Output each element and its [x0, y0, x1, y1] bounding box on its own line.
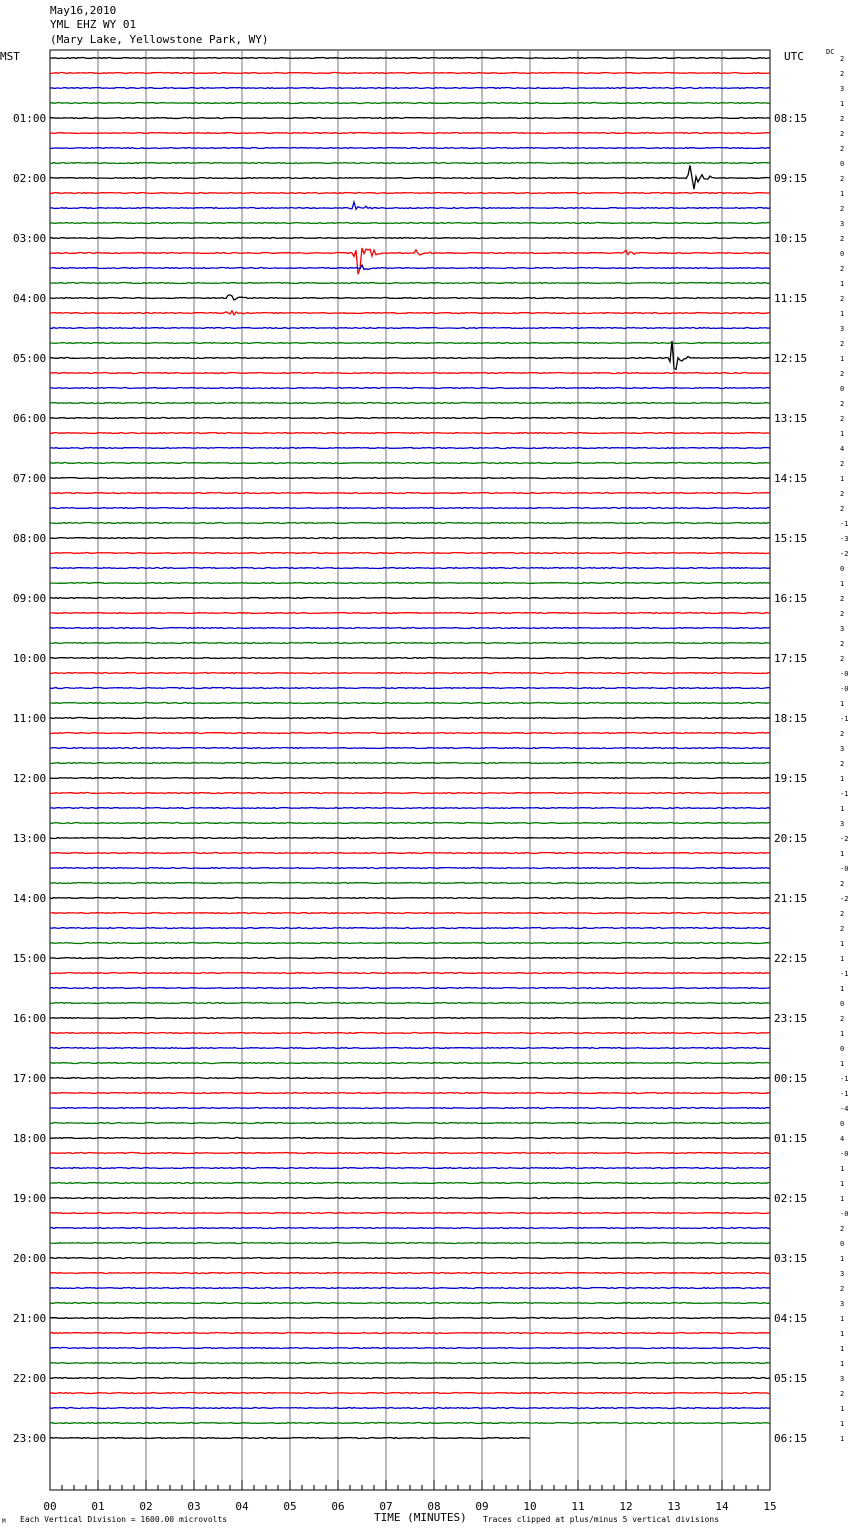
- seismogram-trace: [50, 103, 770, 104]
- dc-offset-label: 1: [840, 775, 845, 783]
- dc-offset-label: 4: [840, 1135, 845, 1143]
- dc-offset-label: 4: [840, 445, 845, 453]
- seismogram-trace: [50, 238, 770, 239]
- dc-offset-label: 1: [840, 100, 845, 108]
- utc-hour-label: 10:15: [774, 232, 808, 245]
- dc-offset-label: 2: [840, 130, 845, 138]
- clip-note: Traces clipped at plus/minus 5 vertical divisions: [483, 1515, 720, 1524]
- mst-hour-label: 16:00: [13, 1012, 47, 1025]
- mst-hour-label: 05:00: [13, 352, 47, 365]
- seismogram-trace: [50, 373, 770, 374]
- dc-offset-label: 2: [840, 400, 845, 408]
- seismogram-trace: [50, 311, 770, 315]
- dc-offset-label: 1: [840, 700, 845, 708]
- utc-hour-label: 01:15: [774, 1132, 808, 1145]
- seismogram-trace: [50, 868, 770, 869]
- dc-offset-label: 2: [840, 340, 845, 348]
- seismogram-trace: [50, 1063, 770, 1064]
- seismogram-trace: [50, 1393, 770, 1394]
- seismogram-trace: [50, 838, 770, 839]
- dc-offset-label: 1: [840, 1180, 845, 1188]
- location-label: (Mary Lake, Yellowstone Park, WY): [50, 33, 269, 46]
- seismogram-trace: [50, 1273, 770, 1274]
- seismogram-trace: [50, 958, 770, 959]
- seismogram-trace: [50, 448, 770, 449]
- dc-offset-label: 1: [840, 1315, 845, 1323]
- mst-hour-label: 09:00: [13, 592, 47, 605]
- dc-offset-label: -0: [840, 1150, 849, 1158]
- seismogram-trace: [50, 1183, 770, 1184]
- mst-hour-label: 10:00: [13, 652, 47, 665]
- utc-hour-label: 11:15: [774, 292, 808, 305]
- seismogram-trace: [50, 688, 770, 689]
- x-tick-label: 08: [427, 1500, 441, 1513]
- dc-offset-label: -2: [840, 550, 849, 558]
- seismogram-trace: [50, 1423, 770, 1424]
- dc-offset-label: 1: [840, 475, 845, 483]
- dc-offset-label: 1: [840, 355, 845, 363]
- mst-hour-label: 17:00: [13, 1072, 47, 1085]
- mst-hour-label: 15:00: [13, 952, 47, 965]
- seismogram-trace: [50, 1228, 770, 1229]
- mst-hour-label: 11:00: [13, 712, 47, 725]
- mst-hour-label: 20:00: [13, 1252, 47, 1265]
- dc-offset-label: 3: [840, 625, 845, 633]
- x-tick-label: 03: [187, 1500, 201, 1513]
- mst-hour-label: 22:00: [13, 1372, 47, 1385]
- mst-hour-label: 21:00: [13, 1312, 47, 1325]
- dc-offset-label: 3: [840, 1375, 845, 1383]
- seismogram-trace: [50, 643, 770, 644]
- dc-offset-label: 3: [840, 745, 845, 753]
- mst-hour-label: 02:00: [13, 172, 47, 185]
- dc-offset-label: 0: [840, 1120, 845, 1128]
- seismogram-trace: [50, 1213, 770, 1214]
- mst-hour-label: 06:00: [13, 412, 47, 425]
- seismogram-trace: [50, 508, 770, 509]
- mst-hour-label: 03:00: [13, 232, 47, 245]
- dc-offset-label: 3: [840, 85, 845, 93]
- dc-offset-label: 0: [840, 1045, 845, 1053]
- dc-offset-label: 1: [840, 1360, 845, 1368]
- dc-offset-label: 2: [840, 175, 845, 183]
- dc-offset-label: 0: [840, 385, 845, 393]
- dc-offset-label: 1: [840, 1405, 845, 1413]
- seismogram-trace: [50, 973, 770, 974]
- utc-hour-label: 19:15: [774, 772, 808, 785]
- dc-offset-label: 1: [840, 580, 845, 588]
- x-tick-label: 01: [91, 1500, 105, 1513]
- dc-offset-label: 3: [840, 220, 845, 228]
- dc-offset-label: 0: [840, 1240, 845, 1248]
- dc-offset-label: 2: [840, 880, 845, 888]
- seismogram-trace: [50, 478, 770, 479]
- dc-offset-label: 2: [840, 1225, 845, 1233]
- seismogram-trace: [50, 898, 770, 899]
- seismogram-trace: [50, 463, 770, 464]
- dc-offset-label: 2: [840, 910, 845, 918]
- dc-offset-label: -2: [840, 895, 849, 903]
- footer-mark: M: [2, 1518, 6, 1525]
- utc-hour-label: 20:15: [774, 832, 808, 845]
- seismogram-trace: [50, 808, 770, 809]
- x-axis-title: TIME (MINUTES): [374, 1511, 467, 1524]
- x-tick-label: 04: [235, 1500, 249, 1513]
- mst-hour-label: 23:00: [13, 1432, 47, 1445]
- utc-hour-label: 16:15: [774, 592, 808, 605]
- dc-offset-label: -1: [840, 790, 849, 798]
- utc-hour-label: 05:15: [774, 1372, 808, 1385]
- date-label: May16,2010: [50, 4, 117, 17]
- seismogram-trace: [50, 538, 770, 539]
- dc-offset-label: 2: [840, 595, 845, 603]
- seismogram-trace: [50, 1333, 770, 1334]
- dc-offset-label: 1: [840, 1195, 845, 1203]
- seismogram-trace: [50, 248, 770, 274]
- dc-offset-label: 3: [840, 325, 845, 333]
- utc-hour-label: 02:15: [774, 1192, 808, 1205]
- dc-offset-label: -3: [840, 535, 849, 543]
- utc-hour-label: 00:15: [774, 1072, 808, 1085]
- seismogram-trace: [50, 553, 770, 554]
- x-tick-label: 12: [619, 1500, 633, 1513]
- dc-offset-label: 2: [840, 1015, 845, 1023]
- seismogram-trace: [50, 1378, 770, 1379]
- dc-offset-label: -1: [840, 520, 849, 528]
- dc-offset-label: 2: [840, 490, 845, 498]
- x-tick-label: 09: [475, 1500, 489, 1513]
- mst-hour-label: 04:00: [13, 292, 47, 305]
- seismogram-trace: [50, 1018, 770, 1019]
- seismogram-trace: [50, 58, 770, 59]
- seismogram-trace: [50, 1168, 770, 1169]
- seismogram-trace: [50, 1108, 770, 1109]
- seismogram-trace: [50, 1363, 770, 1364]
- utc-hour-label: 21:15: [774, 892, 808, 905]
- dc-offset-label: 2: [840, 640, 845, 648]
- dc-offset-label: 2: [840, 55, 845, 63]
- utc-hour-label: 14:15: [774, 472, 808, 485]
- seismogram-trace: [50, 133, 770, 134]
- dc-offset-label: -1: [840, 970, 849, 978]
- seismogram-trace: [50, 778, 770, 779]
- seismogram-trace: [50, 163, 770, 164]
- utc-hour-label: 22:15: [774, 952, 808, 965]
- seismogram-trace: [50, 1048, 770, 1049]
- seismogram-trace: [50, 703, 770, 704]
- dc-offset-label: 2: [840, 460, 845, 468]
- mst-hour-label: 18:00: [13, 1132, 47, 1145]
- dc-offset-label: 2: [840, 1390, 845, 1398]
- mst-hour-label: 13:00: [13, 832, 47, 845]
- x-tick-label: 11: [571, 1500, 585, 1513]
- utc-hour-label: 06:15: [774, 1432, 808, 1445]
- seismogram-trace: [50, 328, 770, 329]
- seismogram-trace: [50, 148, 770, 149]
- seismogram-trace: [50, 1078, 770, 1079]
- mst-hour-label: 14:00: [13, 892, 47, 905]
- dc-offset-label: 2: [840, 760, 845, 768]
- mst-hour-label: 07:00: [13, 472, 47, 485]
- dc-offset-label: 1: [840, 1345, 845, 1353]
- dc-offset-label: 2: [840, 205, 845, 213]
- dc-offset-label: 2: [840, 610, 845, 618]
- dc-offset-label: -2: [840, 835, 849, 843]
- utc-hour-label: 03:15: [774, 1252, 808, 1265]
- dc-offset-label: 1: [840, 1255, 845, 1263]
- dc-offset-label: 2: [840, 505, 845, 513]
- dc-offset-label: -0: [840, 865, 849, 873]
- utc-hour-label: 17:15: [774, 652, 808, 665]
- seismogram-trace: [50, 853, 770, 854]
- scale-note: Each Vertical Division = 1600.00 microvolts: [20, 1515, 228, 1524]
- dc-offset-label: 1: [840, 805, 845, 813]
- dc-offset-label: 2: [840, 235, 845, 243]
- seismogram-trace: [50, 295, 770, 300]
- seismogram-trace: [50, 613, 770, 614]
- station-label: YML EHZ WY 01: [50, 18, 137, 31]
- seismogram-trace: [50, 673, 770, 674]
- seismogram-trace: [50, 388, 770, 389]
- x-tick-label: 07: [379, 1500, 393, 1513]
- dc-offset-label: 3: [840, 820, 845, 828]
- plot-frame: [50, 50, 770, 1490]
- seismogram-trace: [50, 493, 770, 494]
- dc-offset-label: 1: [840, 430, 845, 438]
- timezone-left-label: MST: [0, 50, 20, 63]
- dc-offset-label: 1: [840, 1435, 845, 1443]
- seismogram-trace: [50, 1408, 770, 1409]
- seismogram-trace: [50, 73, 770, 74]
- utc-hour-label: 13:15: [774, 412, 808, 425]
- seismogram-trace: [50, 1243, 770, 1244]
- seismogram-trace: [50, 1003, 770, 1004]
- x-tick-label: 13: [667, 1500, 681, 1513]
- dc-offset-label: 2: [840, 145, 845, 153]
- seismogram-trace: [50, 1303, 770, 1304]
- dc-offset-label: 2: [840, 115, 845, 123]
- seismogram-trace: [50, 193, 770, 194]
- seismogram-trace: [50, 823, 770, 824]
- mst-hour-label: 19:00: [13, 1192, 47, 1205]
- dc-offset-label: 0: [840, 250, 845, 258]
- utc-hour-label: 09:15: [774, 172, 808, 185]
- dc-offset-label: 0: [840, 565, 845, 573]
- dc-offset-label: 2: [840, 70, 845, 78]
- seismogram-trace: [50, 733, 770, 734]
- seismogram-trace: [50, 793, 770, 794]
- seismogram-trace: [50, 1288, 770, 1289]
- utc-hour-label: 12:15: [774, 352, 808, 365]
- dc-offset-label: 1: [840, 1060, 845, 1068]
- x-tick-label: 06: [331, 1500, 345, 1513]
- dc-offset-label: 1: [840, 1330, 845, 1338]
- seismogram-trace: [50, 1438, 530, 1439]
- dc-offset-label: 0: [840, 160, 845, 168]
- dc-offset-label: 2: [840, 730, 845, 738]
- dc-offset-label: 1: [840, 280, 845, 288]
- dc-offset-label: 1: [840, 310, 845, 318]
- seismogram-trace: [50, 568, 770, 569]
- x-tick-label: 10: [523, 1500, 537, 1513]
- seismogram-trace: [50, 223, 770, 224]
- timezone-right-label: UTC: [784, 50, 804, 63]
- dc-column-header: DC: [826, 48, 835, 56]
- dc-offset-label: 1: [840, 940, 845, 948]
- dc-offset-label: -1: [840, 1075, 849, 1083]
- dc-offset-label: 3: [840, 1270, 845, 1278]
- seismogram-trace: [50, 1123, 770, 1124]
- dc-offset-label: 2: [840, 370, 845, 378]
- seismogram-trace: [50, 598, 770, 599]
- dc-offset-label: 1: [840, 1030, 845, 1038]
- mst-hour-label: 12:00: [13, 772, 47, 785]
- seismogram-trace: [50, 628, 770, 629]
- dc-offset-label: 2: [840, 295, 845, 303]
- x-tick-label: 15: [763, 1500, 777, 1513]
- seismogram-trace: [50, 433, 770, 434]
- seismogram-trace: [50, 763, 770, 764]
- x-tick-label: 05: [283, 1500, 297, 1513]
- seismogram-trace: [50, 343, 770, 344]
- dc-offset-label: 2: [840, 925, 845, 933]
- seismogram-trace: [50, 1153, 770, 1154]
- dc-offset-label: 1: [840, 985, 845, 993]
- seismogram-trace: [50, 1033, 770, 1034]
- utc-hour-label: 04:15: [774, 1312, 808, 1325]
- seismogram-trace: [50, 913, 770, 914]
- dc-offset-label: 1: [840, 190, 845, 198]
- seismogram-trace: [50, 928, 770, 929]
- seismogram-trace: [50, 1258, 770, 1259]
- seismogram-trace: [50, 1138, 770, 1139]
- seismogram-trace: [50, 718, 770, 719]
- mst-hour-label: 01:00: [13, 112, 47, 125]
- dc-offset-label: 2: [840, 655, 845, 663]
- dc-offset-label: -1: [840, 715, 849, 723]
- seismogram-trace: [50, 283, 770, 284]
- utc-hour-label: 23:15: [774, 1012, 808, 1025]
- dc-offset-label: 1: [840, 850, 845, 858]
- seismogram-trace: [50, 118, 770, 119]
- seismogram-trace: [50, 88, 770, 89]
- seismogram-trace: [50, 583, 770, 584]
- dc-offset-label: -0: [840, 685, 849, 693]
- seismogram-trace: [50, 748, 770, 749]
- seismogram-trace: [50, 988, 770, 989]
- dc-offset-label: -4: [840, 1105, 849, 1113]
- mst-hour-label: 08:00: [13, 532, 47, 545]
- dc-offset-label: 1: [840, 1165, 845, 1173]
- utc-hour-label: 18:15: [774, 712, 808, 725]
- seismogram-trace: [50, 403, 770, 404]
- x-tick-label: 00: [43, 1500, 57, 1513]
- seismogram-trace: [50, 883, 770, 884]
- seismogram-trace: [50, 1093, 770, 1094]
- x-tick-label: 02: [139, 1500, 153, 1513]
- seismogram-trace: [50, 165, 770, 189]
- dc-offset-label: 0: [840, 1000, 845, 1008]
- dc-offset-label: -1: [840, 1090, 849, 1098]
- seismogram-trace: [50, 418, 770, 419]
- seismogram-trace: [50, 1198, 770, 1199]
- utc-hour-label: 15:15: [774, 532, 808, 545]
- dc-offset-label: 2: [840, 1285, 845, 1293]
- seismogram-trace: [50, 341, 770, 369]
- x-tick-label: 14: [715, 1500, 729, 1513]
- dc-offset-label: 1: [840, 1420, 845, 1428]
- dc-offset-label: 1: [840, 955, 845, 963]
- seismogram-trace: [50, 202, 770, 209]
- dc-offset-label: -0: [840, 1210, 849, 1218]
- seismogram-trace: [50, 523, 770, 524]
- dc-offset-label: 2: [840, 415, 845, 423]
- seismogram-trace: [50, 658, 770, 659]
- dc-offset-label: 3: [840, 1300, 845, 1308]
- seismogram-trace: [50, 943, 770, 944]
- seismogram-trace: [50, 265, 770, 269]
- seismogram-trace: [50, 1318, 770, 1319]
- seismogram-trace: [50, 1348, 770, 1349]
- utc-hour-label: 08:15: [774, 112, 808, 125]
- dc-offset-label: -0: [840, 670, 849, 678]
- dc-offset-label: 2: [840, 265, 845, 273]
